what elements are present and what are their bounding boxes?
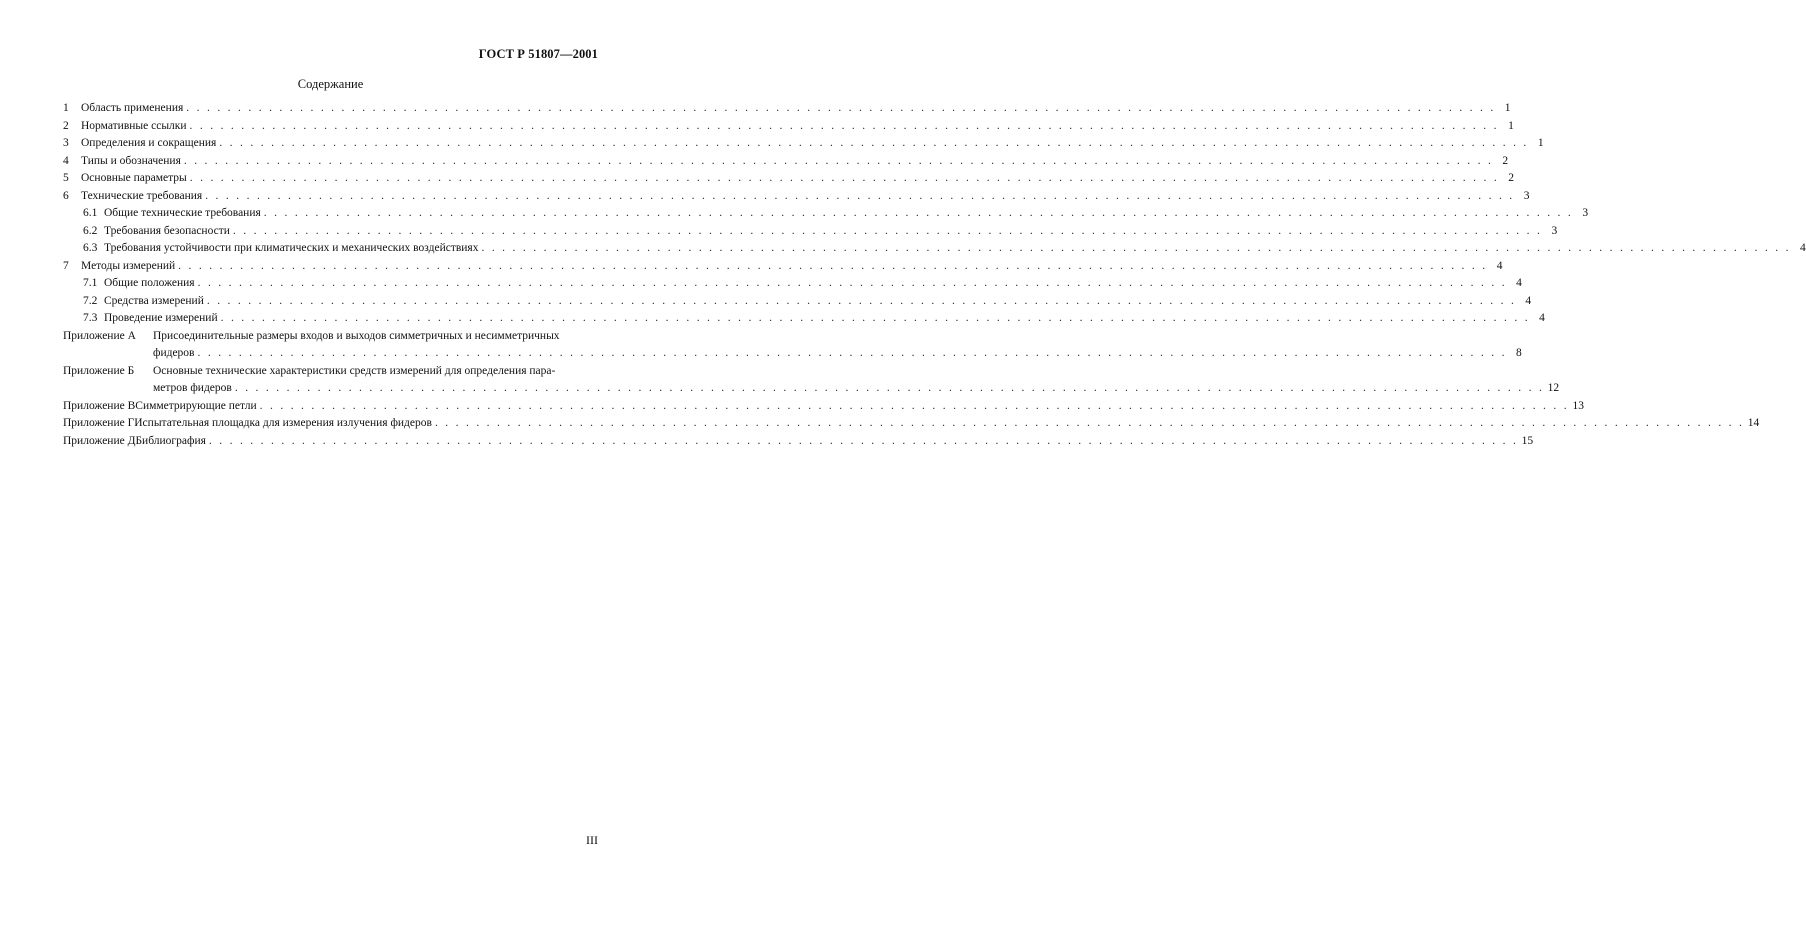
- appendix-title: Основные технические характеристики средств измерений для определения пара-: [153, 364, 556, 377]
- leader-dots: [195, 275, 1510, 293]
- toc-entry-page: 2: [1502, 154, 1509, 167]
- toc-appendix-v[interactable]: [63, 398, 1584, 416]
- toc-entry-title: Требования устойчивости при климатических и механических воздействиях: [104, 242, 479, 254]
- table-of-contents: [63, 100, 1806, 450]
- toc-entry-title: Основные параметры: [81, 172, 187, 184]
- toc-entry-7-1[interactable]: [63, 275, 1522, 293]
- leader-dots: [257, 398, 1572, 416]
- toc-entry-number: 6.2: [83, 224, 98, 237]
- toc-entry-page: 4: [1525, 294, 1532, 307]
- toc-entry-page: 1: [1537, 137, 1544, 149]
- toc-entry-number: 6.1: [83, 207, 98, 219]
- toc-entry-page: 4: [1496, 259, 1503, 272]
- toc-appendix-d[interactable]: [63, 433, 1534, 451]
- leader-dots: [204, 293, 1519, 311]
- toc-appendix-a[interactable]: [63, 328, 599, 346]
- leader-dots: [175, 258, 1490, 276]
- toc-entry-7-2[interactable]: [63, 293, 1532, 311]
- leader-dots: [261, 205, 1576, 223]
- appendix-label: Приложение А: [63, 329, 136, 342]
- toc-entry-6-3[interactable]: [63, 240, 1806, 258]
- toc-entry-title: Область применения: [81, 102, 184, 114]
- toc-entry-5[interactable]: 5 Основные параметры . . . 2: [63, 170, 599, 188]
- toc-entry-6-2[interactable]: [63, 223, 1558, 241]
- toc-entry-title: Общие технические требования: [104, 207, 261, 219]
- appendix-label: Приложение Г: [63, 417, 135, 429]
- toc-entry-title: Проведение измерений: [104, 312, 218, 324]
- toc-entry-title: Технические требования: [81, 189, 203, 202]
- toc-entry-4[interactable]: 4 Типы и обозначения . . . 2: [63, 153, 599, 171]
- toc-entry-page: 4: [1539, 312, 1545, 324]
- toc-entry-number: 7.2: [83, 294, 98, 307]
- toc-entry-page: 4: [1516, 277, 1522, 289]
- toc-entry-title: Требования безопасности: [104, 224, 230, 237]
- toc-entry-title: Общие положения: [104, 277, 195, 289]
- toc-entry-page: 3: [1582, 207, 1589, 219]
- toc-title: Содержание: [297, 77, 364, 91]
- leader-dots: [181, 153, 1496, 171]
- leader-dots: [183, 100, 1498, 118]
- toc-entry-1[interactable]: 1 Область применения . . . 1: [63, 100, 599, 118]
- leader-dots: [230, 223, 1545, 241]
- toc-entry-title: Методы измерений: [81, 259, 176, 272]
- leader-dots: [218, 310, 1533, 328]
- toc-entry-2[interactable]: 2 Нормативные ссылки . . . 1: [63, 118, 599, 136]
- toc-appendix-g[interactable]: [63, 415, 1760, 433]
- toc-entry-title: Нормативные ссылки: [81, 119, 187, 132]
- toc-appendix-b-cont[interactable]: [63, 380, 1560, 398]
- appendix-title-cont: метров фидеров: [153, 382, 232, 394]
- toc-entry-page: 4: [1800, 242, 1806, 254]
- leader-dots: [187, 118, 1502, 136]
- leader-dots: [478, 240, 1793, 258]
- toc-entry-page: 3: [1551, 224, 1558, 237]
- appendix-title: Присоединительные размеры входов и выходов симметричных и несимметричных: [153, 329, 560, 342]
- toc-entry-page: 12: [1547, 382, 1560, 394]
- appendix-title: Библиография: [135, 434, 206, 447]
- leader-dots: [202, 188, 1517, 206]
- toc-entry-page: 3: [1523, 189, 1530, 202]
- toc-entry-number: 7.3: [83, 312, 98, 324]
- leader-dots: [216, 135, 1531, 153]
- document-code: ГОСТ Р 51807—2001: [478, 47, 598, 61]
- toc-entry-number: 6.3: [83, 242, 98, 254]
- toc-appendix-a-cont[interactable]: [63, 345, 1522, 363]
- appendix-label: Приложение В: [63, 399, 136, 412]
- toc-entry-page: 1: [1508, 119, 1514, 132]
- appendix-title: Испытательная площадка для измерения излучения фидеров: [134, 417, 432, 429]
- toc-entry-page: 14: [1747, 417, 1760, 429]
- toc-entry-page: 15: [1521, 434, 1534, 447]
- appendix-label: Приложение Д: [63, 434, 136, 447]
- leader-dots: [206, 433, 1521, 451]
- leader-dots: [195, 345, 1510, 363]
- toc-entry-page: 1: [1504, 102, 1511, 114]
- toc-entry-page: 8: [1516, 347, 1522, 359]
- toc-appendix-b[interactable]: [63, 363, 599, 381]
- appendix-title-cont: фидеров: [153, 347, 195, 359]
- toc-entry-title: Определения и сокращения: [81, 137, 217, 149]
- toc-entry-title: Средства измерений: [104, 294, 204, 307]
- toc-entry-3[interactable]: 3 Определения и сокращения . . . 1: [63, 135, 599, 153]
- toc-entry-number: 7.1: [83, 277, 98, 289]
- leader-dots: [432, 415, 1747, 433]
- leader-dots: [232, 380, 1547, 398]
- leader-dots: [187, 170, 1502, 188]
- toc-entry-6[interactable]: 6 Технические требования . . . 3: [63, 188, 599, 206]
- toc-entry-title: Типы и обозначения: [81, 154, 181, 167]
- appendix-label: Приложение Б: [63, 364, 135, 377]
- toc-entry-7[interactable]: 7 Методы измерений . . . 4: [63, 258, 599, 276]
- page-number: III: [586, 833, 598, 847]
- toc-entry-page: 2: [1508, 172, 1515, 184]
- toc-entry-page: 13: [1572, 399, 1584, 412]
- toc-entry-6-1[interactable]: [63, 205, 1589, 223]
- toc-entry-7-3[interactable]: [63, 310, 1545, 328]
- appendix-title: Симметрирующие петли: [135, 399, 257, 412]
